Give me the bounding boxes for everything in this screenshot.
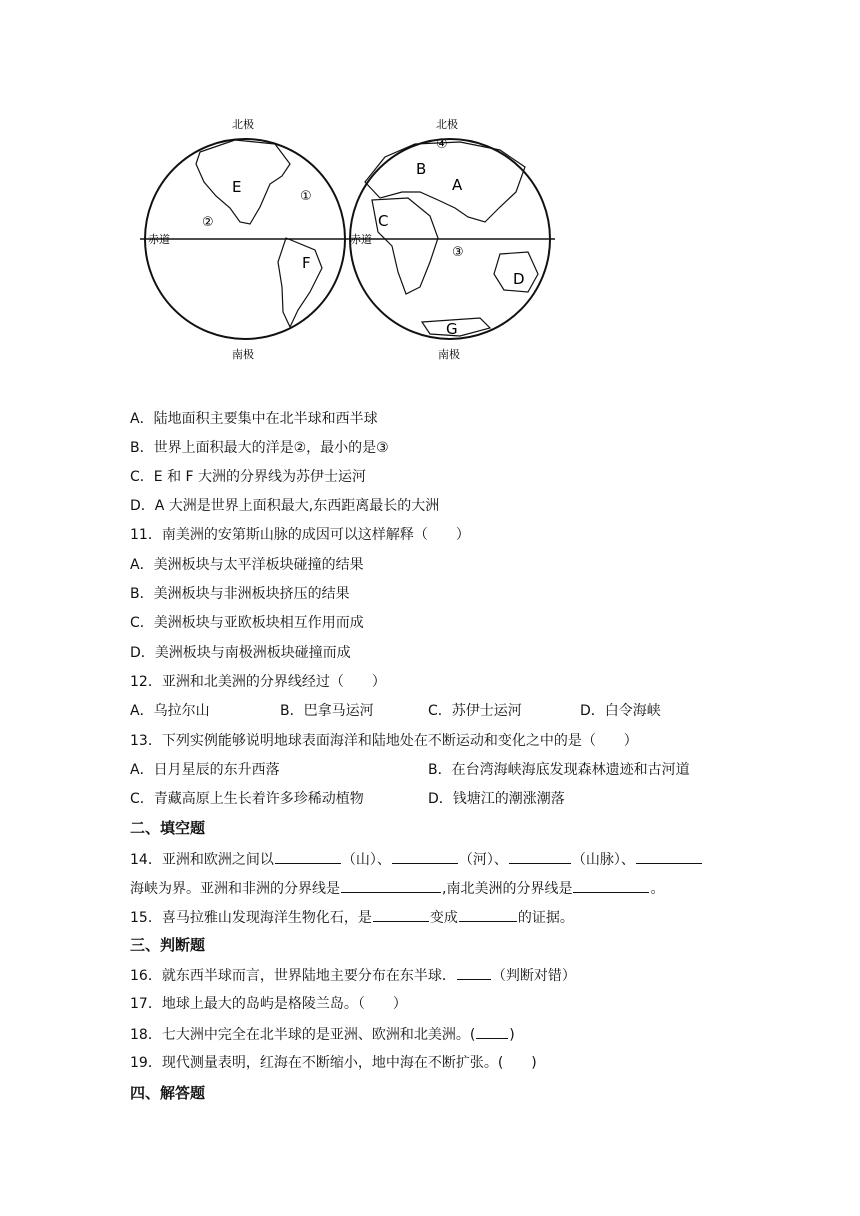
q15-text-a: 15．喜马拉雅山发现海洋生物化石，是 (130, 910, 372, 926)
q13-option-b: B．在台湾海峡海底发现森林遗迹和古河道 (428, 762, 690, 778)
q14-blank-5[interactable] (341, 878, 441, 893)
q11-option-b: B．美洲板块与非洲板块挤压的结果 (130, 586, 350, 602)
q14-blank-3[interactable] (509, 849, 571, 864)
q10-option-b: B．世界上面积最大的洋是②，最小的是③ (130, 440, 389, 456)
q16-blank[interactable] (457, 965, 491, 980)
south-pole-label-west: 南极 (232, 348, 254, 361)
q13-option-d: D．钱塘江的潮涨潮落 (428, 791, 565, 807)
q12-option-d: D．白令海峡 (580, 703, 661, 719)
q10-option-a: A．陆地面积主要集中在北半球和西半球 (130, 411, 378, 427)
q14-text-a: 14．亚洲和欧洲之间以 (130, 852, 274, 868)
label-ocean4: ④ (436, 137, 448, 152)
q14-text-d: （山脉）、 (571, 852, 635, 868)
section-fill-in-heading: 二、填空题 (130, 819, 206, 837)
q14-blank-6[interactable] (573, 878, 649, 893)
label-G: G (446, 320, 458, 338)
q12-option-c: C．苏伊士运河 (428, 703, 522, 719)
label-A: A (452, 176, 463, 194)
q19-line: 19．现代测量表明，红海在不断缩小，地中海在不断扩张。( ) (130, 1055, 537, 1071)
label-C: C (378, 212, 389, 230)
q15-line (130, 907, 574, 928)
q10-option-d: D．A 大洲是世界上面积最大,东西距离最长的大洲 (130, 498, 440, 514)
q16-suffix: （判断对错） (491, 968, 576, 984)
q11-option-c: C．美洲板块与亚欧板块相互作用而成 (130, 615, 364, 631)
label-B: B (416, 160, 427, 178)
q16-text: 16．就东西半球而言，世界陆地主要分布在东半球． (130, 968, 456, 984)
q14-text-e: 海峡为界。亚洲和非洲的分界线是 (130, 881, 340, 897)
label-D: D (513, 270, 525, 288)
q12-option-a: A．乌拉尔山 (130, 703, 210, 719)
q15-blank-1[interactable] (373, 907, 429, 922)
q17-line: 17．地球上最大的岛屿是格陵兰岛。（ ） (130, 996, 407, 1012)
q18-line (130, 1024, 515, 1045)
q12-stem: 12．亚洲和北美洲的分界线经过（ ） (130, 674, 386, 690)
label-ocean1: ① (300, 189, 312, 204)
q14-text-g: 。 (650, 881, 665, 897)
equator-label-east: 赤道 (350, 233, 372, 246)
q14-line1 (130, 849, 703, 870)
q11-option-d: D．美洲板块与南极洲板块碰撞而成 (130, 645, 351, 661)
q15-blank-2[interactable] (459, 907, 517, 922)
hemisphere-map (140, 112, 560, 368)
q13-option-c: C．青藏高原上生长着许多珍稀动植物 (130, 791, 364, 807)
q18-text: 18．七大洲中完全在北半球的是亚洲、欧洲和北美洲。( (130, 1027, 476, 1043)
q11-stem: 11．南美洲的安第斯山脉的成因可以这样解释（ ） (130, 527, 470, 543)
q10-option-c: C．E 和 F 大洲的分界线为苏伊士运河 (130, 469, 367, 485)
q13-option-a: A．日月星辰的东升西落 (130, 762, 280, 778)
south-pole-label-east: 南极 (438, 348, 460, 361)
equator-label-west: 赤道 (148, 233, 170, 246)
q14-text-f: ,南北美洲的分界线是 (442, 881, 573, 897)
q18-blank[interactable] (476, 1024, 508, 1039)
label-F: F (302, 254, 311, 272)
section-true-false-heading: 三、判断题 (130, 936, 206, 954)
label-ocean3: ③ (452, 245, 464, 260)
q14-text-b: （山）、 (341, 852, 391, 868)
label-ocean2: ② (202, 215, 214, 230)
q14-blank-4[interactable] (636, 849, 702, 864)
q15-text-c: 的证据。 (517, 910, 574, 926)
north-pole-label-east: 北极 (436, 118, 458, 131)
q12-option-b: B．巴拿马运河 (280, 703, 374, 719)
q11-option-a: A．美洲板块与太平洋板块碰撞的结果 (130, 557, 364, 573)
q14-line2 (130, 878, 664, 899)
q16-line (130, 965, 576, 986)
section-answer-heading: 四、解答题 (130, 1084, 206, 1102)
q15-text-b: 变成 (429, 910, 458, 926)
north-pole-label-west: 北极 (232, 118, 254, 131)
q14-blank-2[interactable] (392, 849, 458, 864)
label-E: E (232, 178, 242, 196)
q14-blank-1[interactable] (275, 849, 341, 864)
q13-stem: 13．下列实例能够说明地球表面海洋和陆地处在不断运动和变化之中的是（ ） (130, 733, 638, 749)
q14-text-c: （河）、 (458, 852, 508, 868)
q18-suffix: ) (509, 1027, 515, 1043)
